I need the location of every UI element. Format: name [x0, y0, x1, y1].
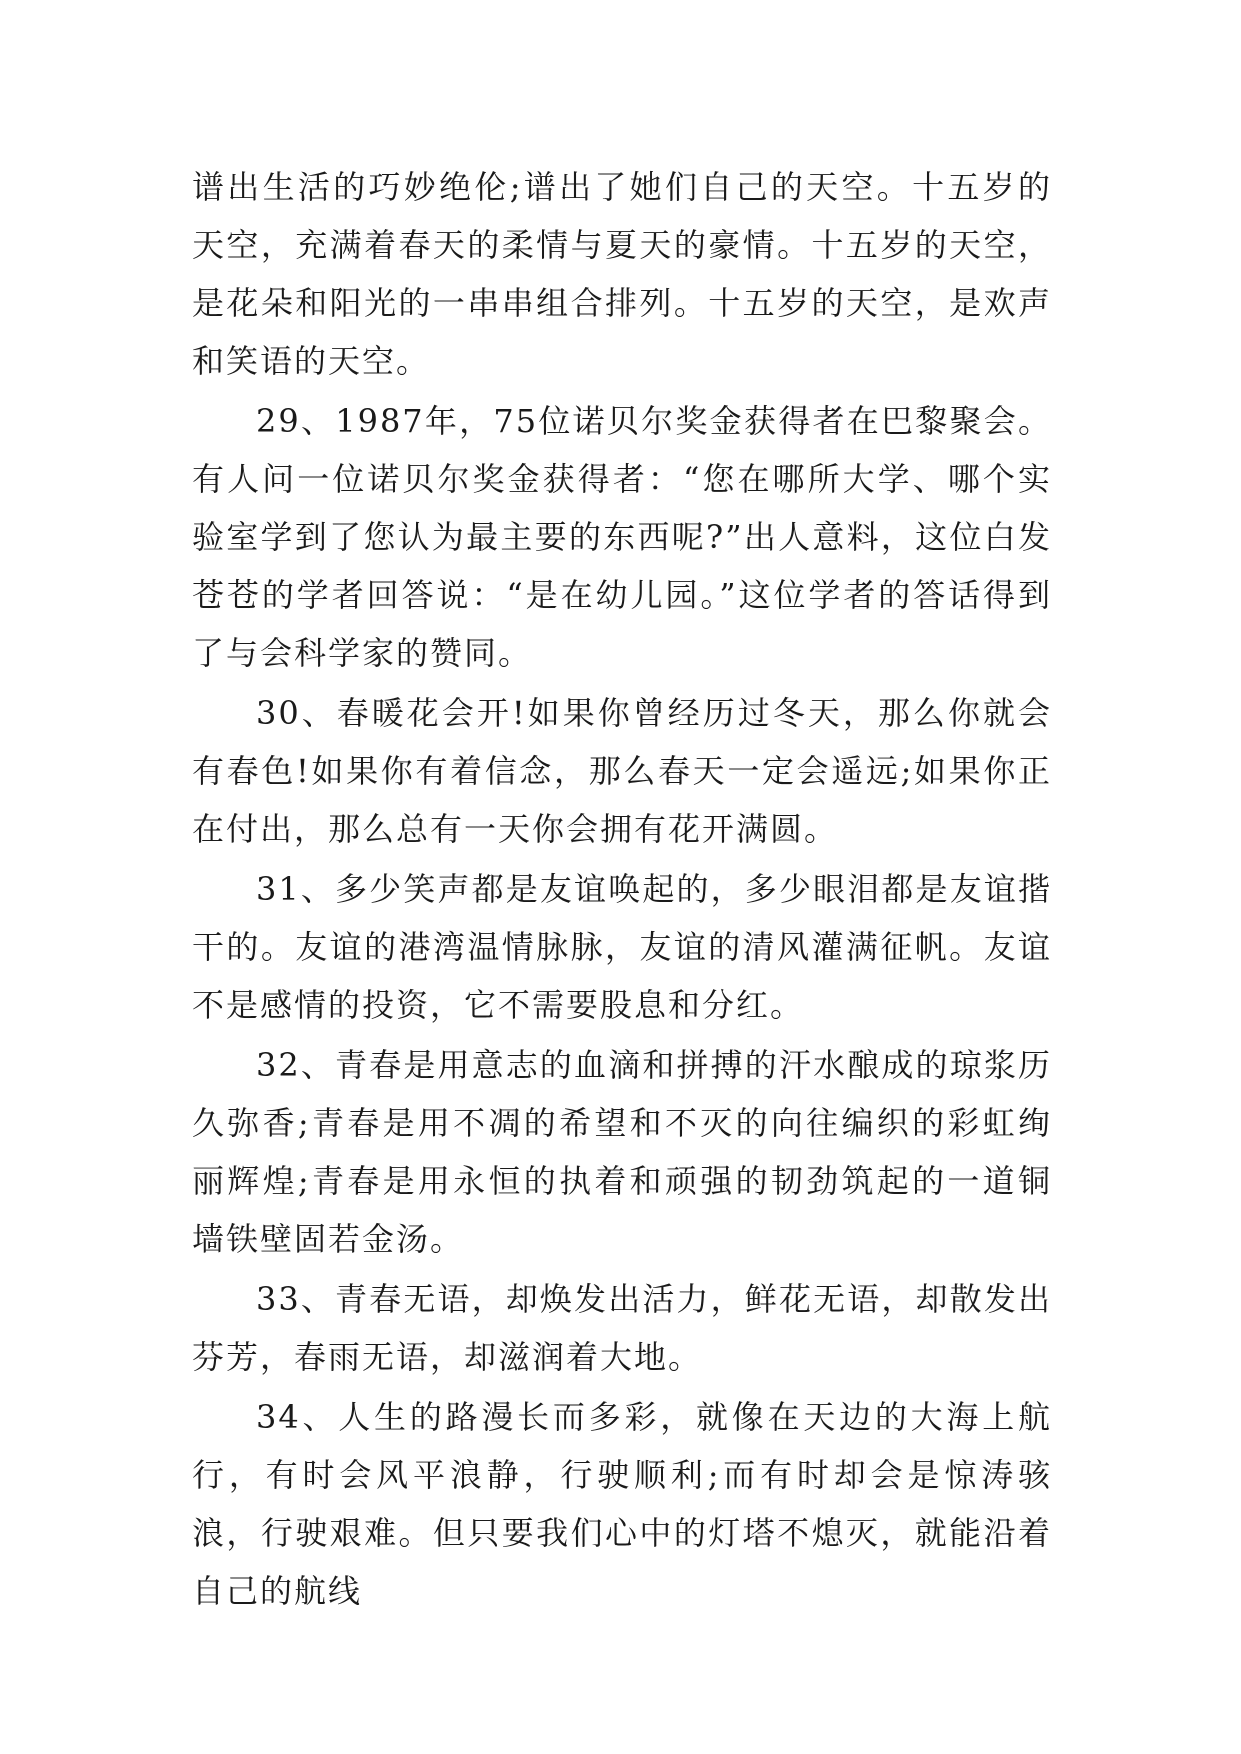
- document-body: [192, 158, 1052, 1620]
- paragraph: 33、青春无语，却焕发出活力，鲜花无语，却散发出芬芳，春雨无语，却滋润着大地。: [192, 1280, 1052, 1376]
- paragraph: 30、春暖花会开!如果你曾经历过冬天，那么你就会有春色!如果你有着信念，那么春天一定会遥远;如果你正在付出，那么总有一天你会拥有花开满圆。: [192, 694, 1052, 848]
- paragraph: 32、青春是用意志的血滴和拼搏的汗水酿成的琼浆历久弥香;青春是用不凋的希望和不灭的向往编织的彩虹绚丽辉煌;青春是用永恒的执着和顽强的韧劲筑起的一道铜墙铁壁固若金汤。: [192, 1046, 1052, 1258]
- paragraph: 谱出生活的巧妙绝伦;谱出了她们自己的天空。十五岁的天空，充满着春天的柔情与夏天的豪情。十五岁的天空，是花朵和阳光的一串串组合排列。十五岁的天空，是欢声和笑语的天空。: [192, 168, 1052, 380]
- paragraph: 34、人生的路漫长而多彩，就像在天边的大海上航行，有时会风平浪静，行驶顺利;而有时却会是惊涛骇浪，行驶艰难。但只要我们心中的灯塔不熄灭，就能沿着自己的航线: [192, 1398, 1052, 1610]
- paragraph: 31、多少笑声都是友谊唤起的，多少眼泪都是友谊揩干的。友谊的港湾温情脉脉，友谊的清风灌满征帆。友谊不是感情的投资，它不需要股息和分红。: [192, 870, 1052, 1024]
- paragraph: 29、1987年，75位诺贝尔奖金获得者在巴黎聚会。有人问一位诺贝尔奖金获得者：“您在哪所大学、哪个实验室学到了您认为最主要的东西呢?”出人意料，这位白发苍苍的学者回答说：“是在幼儿园。”这位学者的答话得到了与会科学家的赞同。: [192, 402, 1052, 672]
